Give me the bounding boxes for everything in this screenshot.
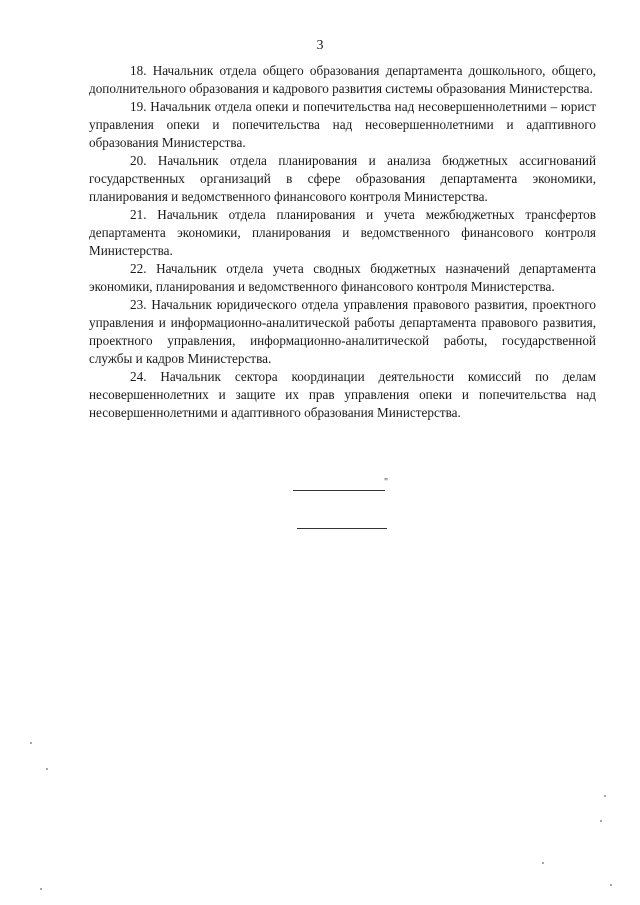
list-item: 22. Начальник отдела учета сводных бюджетных назначений департамента экономики, планирования и ведомственного финансового контроля Министерства. (89, 261, 596, 294)
scan-speck (542, 862, 544, 864)
list-item: 19. Начальник отдела опеки и попечительства над несовершеннолетними – юрист управления опеки и попечительства над несовершеннолетними и адаптивного образования Министерства. (89, 99, 596, 150)
closing-quote-mark: " (384, 477, 389, 488)
closing-divider-line (297, 528, 387, 529)
closing-divider-line (293, 490, 385, 491)
scan-speck (610, 884, 612, 886)
scan-speck (40, 888, 42, 890)
scan-speck (30, 742, 32, 744)
list-item: 21. Начальник отдела планирования и учета межбюджетных трансфертов департамента экономики, планирования и ведомственного финансового контроля Министерства. (89, 207, 596, 258)
scan-speck (46, 768, 48, 770)
list-item: 18. Начальник отдела общего образования департамента дошкольного, общего, дополнительного образования и кадрового развития системы образования Министерства. (89, 63, 596, 96)
list-item: 20. Начальник отдела планирования и анализа бюджетных ассигнований государственных организаций в сфере образования департамента экономики, планирования и ведомственного финансового контроля Министерства. (89, 153, 596, 204)
scan-speck (600, 820, 602, 822)
page-number: 3 (316, 38, 324, 53)
list-item: 23. Начальник юридического отдела управления правового развития, проектного управления и информационно-аналитической работы департамента правового развития, проектного управления, информационно-аналитической работы, государственной службы и кадров Министерства. (89, 297, 596, 366)
scan-speck (604, 795, 606, 797)
list-item: 24. Начальник сектора координации деятельности комиссий по делам несовершеннолетних и защите их прав управления опеки и попечительства над несовершеннолетними и адаптивного образования Министерства. (89, 369, 596, 420)
position-list (89, 62, 596, 422)
